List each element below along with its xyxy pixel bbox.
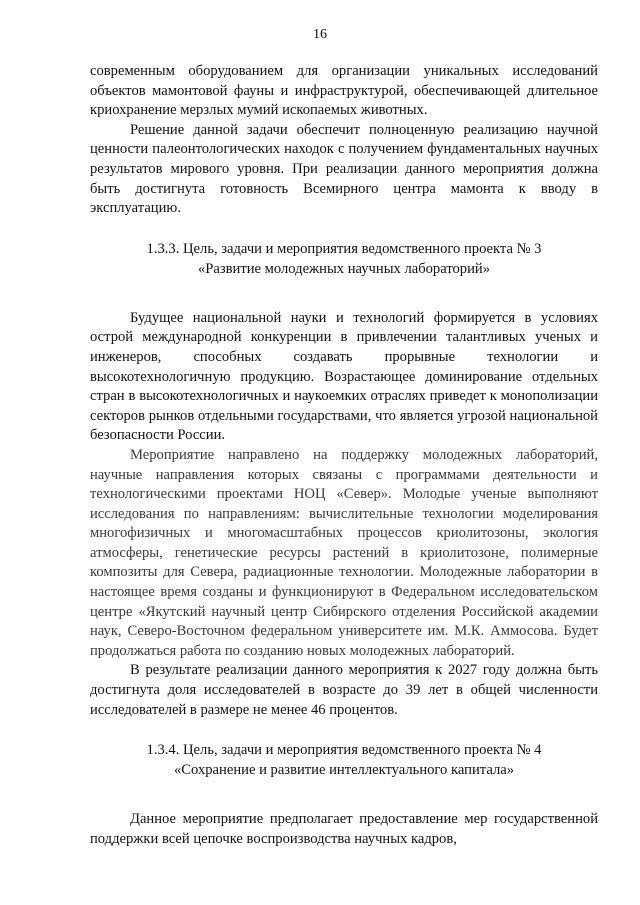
paragraph-youth-labs: Мероприятие направлено на поддержку молодежных лабораторий, научные направления которых связаны с программами деятельности и технологическими проектами НОЦ «Север». Молодые ученые выполняют исследования по направлениям: вычислительные технологии моделирования многофизичных и многомасштабных процессов криолитозоны, экология атмосферы, генетические ресурсы растений в криолитозоне, полимерные композиты для Севера, радиационные технологии. Молодежные лаборатории в настоящее время созданы и функционируют в Федеральном исследовательском центре «Якутский научный центр Сибирского отделения Российской академии наук, Северо-Восточном федеральном университете им. М.К. Аммосова. Будет продолжаться работа по созданию новых молодежных лабораторий. [90,446,598,659]
section-heading-title: 1.3.3. Цель, задачи и мероприятия ведомственного проекта № 3 [146,240,542,257]
section-heading-1-3-3 [90,239,598,279]
section-heading-subtitle: «Развитие молодежных научных лабораторий» [197,260,491,277]
document-body [90,62,598,849]
paragraph-result-2027: В результате реализации данного мероприятия к 2027 году должна быть достигнута доля исследователей в возрасте до 39 лет в общей численности исследователей в размере не менее 46 процентов. [90,662,598,718]
paragraph-support-measures: Данное мероприятие предполагает предоставление мер государственной поддержки всей цепочке воспроизводства научных кадров, [90,811,598,847]
paragraph-continuation: современным оборудованием для организации уникальных исследований объектов мамонтовой фауны и инфраструктурой, обеспечивающей длительное криохранение мерзлых мумий ископаемых животных. [90,63,598,119]
section-heading-subtitle: «Сохранение и развитие интеллектуального капитала» [174,762,514,779]
section-heading-1-3-4 [90,740,598,780]
paragraph-task-result: Решение данной задачи обеспечит полноценную реализацию научной ценности палеонтологических находок с получением фундаментальных научных результатов мирового уровня. При реализации данного мероприятия должна быть достигнута готовность Всемирного центра мамонта к вводу в эксплуатацию. [90,121,598,217]
paragraph-future-science: Будущее национальной науки и технологий формируется в условиях острой международной конкуренции в привлечении талантливых ученых и инженеров, способных создавать прорывные технологии и высокотехнологичную продукцию. Возрастающее доминирование отдельных стран в высокотехнологичных и наукоемких отраслях приведет к монополизации секторов рынков отдельными государствами, что является угрозой национальной безопасности России. [90,309,598,444]
page-number: 16 [313,27,327,42]
section-heading-title: 1.3.4. Цель, задачи и мероприятия ведомственного проекта № 4 [146,742,542,759]
